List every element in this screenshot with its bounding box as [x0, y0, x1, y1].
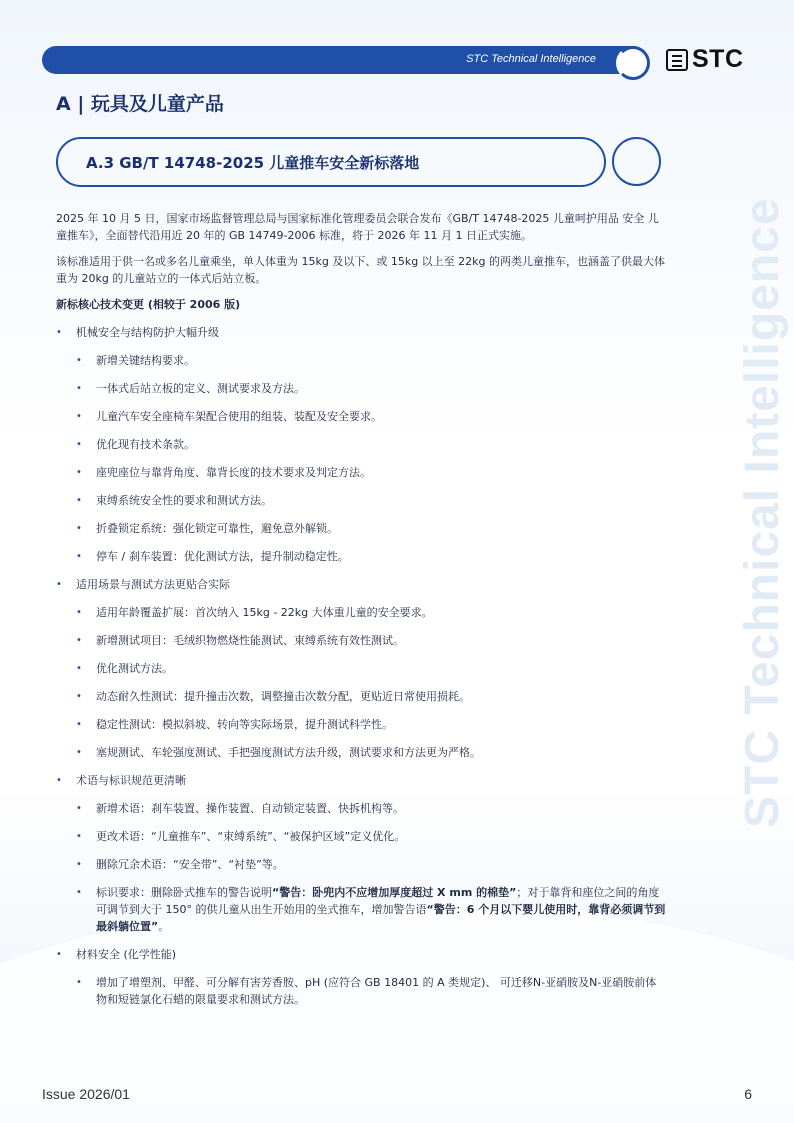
intro-paragraph: 2025 年 10 月 5 日，国家市场监督管理总局与国家标准化管理委员会联合发布《GB/T 14748-2025 儿童呵护用品 安全 儿童推车》，全面替代沿用近 20 年的 GB 14749-2006 标准，将于 2026 年 11 月 1 日正式实施。 — [56, 212, 659, 242]
marking-text-3: 。 — [158, 920, 170, 933]
header-banner-text: STC Technical Intelligence — [466, 53, 596, 65]
header-banner — [42, 46, 636, 74]
side-watermark: STC Technical Intelligence — [736, 197, 789, 828]
marking-warning-2: “警告：6 个月以下婴儿使用时，靠背必须调节到最斜躺位置” — [96, 903, 666, 933]
list-item: • 儿童汽车安全座椅车架配合使用的组装、装配及安全要求。 — [56, 408, 666, 425]
list-item: • 删除冗余术语：“安全带”、“衬垫”等。 — [56, 856, 666, 873]
list-item: • 塞规测试、车轮强度测试、手把强度测试方法升级，测试要求和方法更为严格。 — [56, 744, 666, 761]
list-item: • 增加了增塑剂、甲醛、可分解有害芳香胺、pH (应符合 GB 18401 的 A 类规定)、 可迁移N-亚硝胺及N-亚硝胺前体物和短链氯化石蜡的限量要求和测试方法。 — [56, 974, 666, 1008]
subsection-circle-decoration — [612, 137, 661, 186]
list-item: • 束缚系统安全性的要求和测试方法。 — [56, 492, 666, 509]
marking-requirement-item — [56, 884, 666, 935]
list-item: • 稳定性测试：模拟斜坡、转向等实际场景，提升测试科学性。 — [56, 716, 666, 733]
article-body — [56, 210, 666, 1019]
list-item: • 更改术语：“儿童推车”、“束缚系统”、“被保护区域”定义优化。 — [56, 828, 666, 845]
stc-logo-text: STC — [692, 45, 744, 73]
group-title-terminology: • 术语与标识规范更清晰 — [56, 772, 666, 789]
list-item: • 优化测试方法。 — [56, 660, 666, 677]
list-item: • 折叠锁定系统：强化锁定可靠性，避免意外解锁。 — [56, 520, 666, 537]
list-item: • 新增关键结构要求。 — [56, 352, 666, 369]
group-title-scenarios: • 适用场景与测试方法更贴合实际 — [56, 576, 666, 593]
marking-warning-1: “警告：卧兜内不应增加厚度超过 X mm 的棉垫” — [272, 886, 517, 899]
marking-text-2: ；对于靠背和座位之间的角度可调节到大于 150° 的供儿童从出生开始用的坐式推车，增加警告语 — [96, 886, 660, 916]
list-item: • 适用年龄覆盖扩展：首次纳入 15kg - 22kg 大体重儿童的安全要求。 — [56, 604, 666, 621]
list-item: • 新增测试项目：毛绒织物燃烧性能测试、束缚系统有效性测试。 — [56, 632, 666, 649]
marking-text-1: 标识要求：删除卧式推车的警告说明 — [96, 886, 272, 899]
group-title-materials: • 材料安全 (化学性能) — [56, 946, 666, 963]
stc-logo-icon — [666, 49, 688, 71]
list-item: • 新增术语：刹车装置、操作装置、自动锁定装置、快拆机构等。 — [56, 800, 666, 817]
core-changes-heading: 新标核心技术变更 (相较于 2006 版) — [56, 298, 241, 311]
list-item: • 一体式后站立板的定义、测试要求及方法。 — [56, 380, 666, 397]
list-item: • 座兜座位与靠背角度、靠背长度的技术要求及判定方法。 — [56, 464, 666, 481]
issue-label: Issue 2026/01 — [42, 1086, 130, 1102]
subsection-header — [56, 137, 606, 187]
section-title: A | 玩具及儿童产品 — [56, 93, 224, 115]
scope-paragraph: 该标准适用于供一名或多名儿童乘坐，单人体重为 15kg 及以下、或 15kg 以上至 22kg 的两类儿童推车，也涵盖了供最大体重为 20kg 的儿童站立的一体式后站立板。 — [56, 255, 666, 285]
list-item: • 停车 / 刹车装置：优化测试方法，提升制动稳定性。 — [56, 548, 666, 565]
stc-logo — [666, 45, 744, 74]
list-item: • 动态耐久性测试：提升撞击次数，调整撞击次数分配，更贴近日常使用损耗。 — [56, 688, 666, 705]
group-title-mechanical: • 机械安全与结构防护大幅升级 — [56, 324, 666, 341]
list-item: • 优化现有技术条款。 — [56, 436, 666, 453]
subsection-title: A.3 GB/T 14748-2025 儿童推车安全新标落地 — [86, 154, 420, 172]
page-number: 6 — [744, 1086, 752, 1102]
